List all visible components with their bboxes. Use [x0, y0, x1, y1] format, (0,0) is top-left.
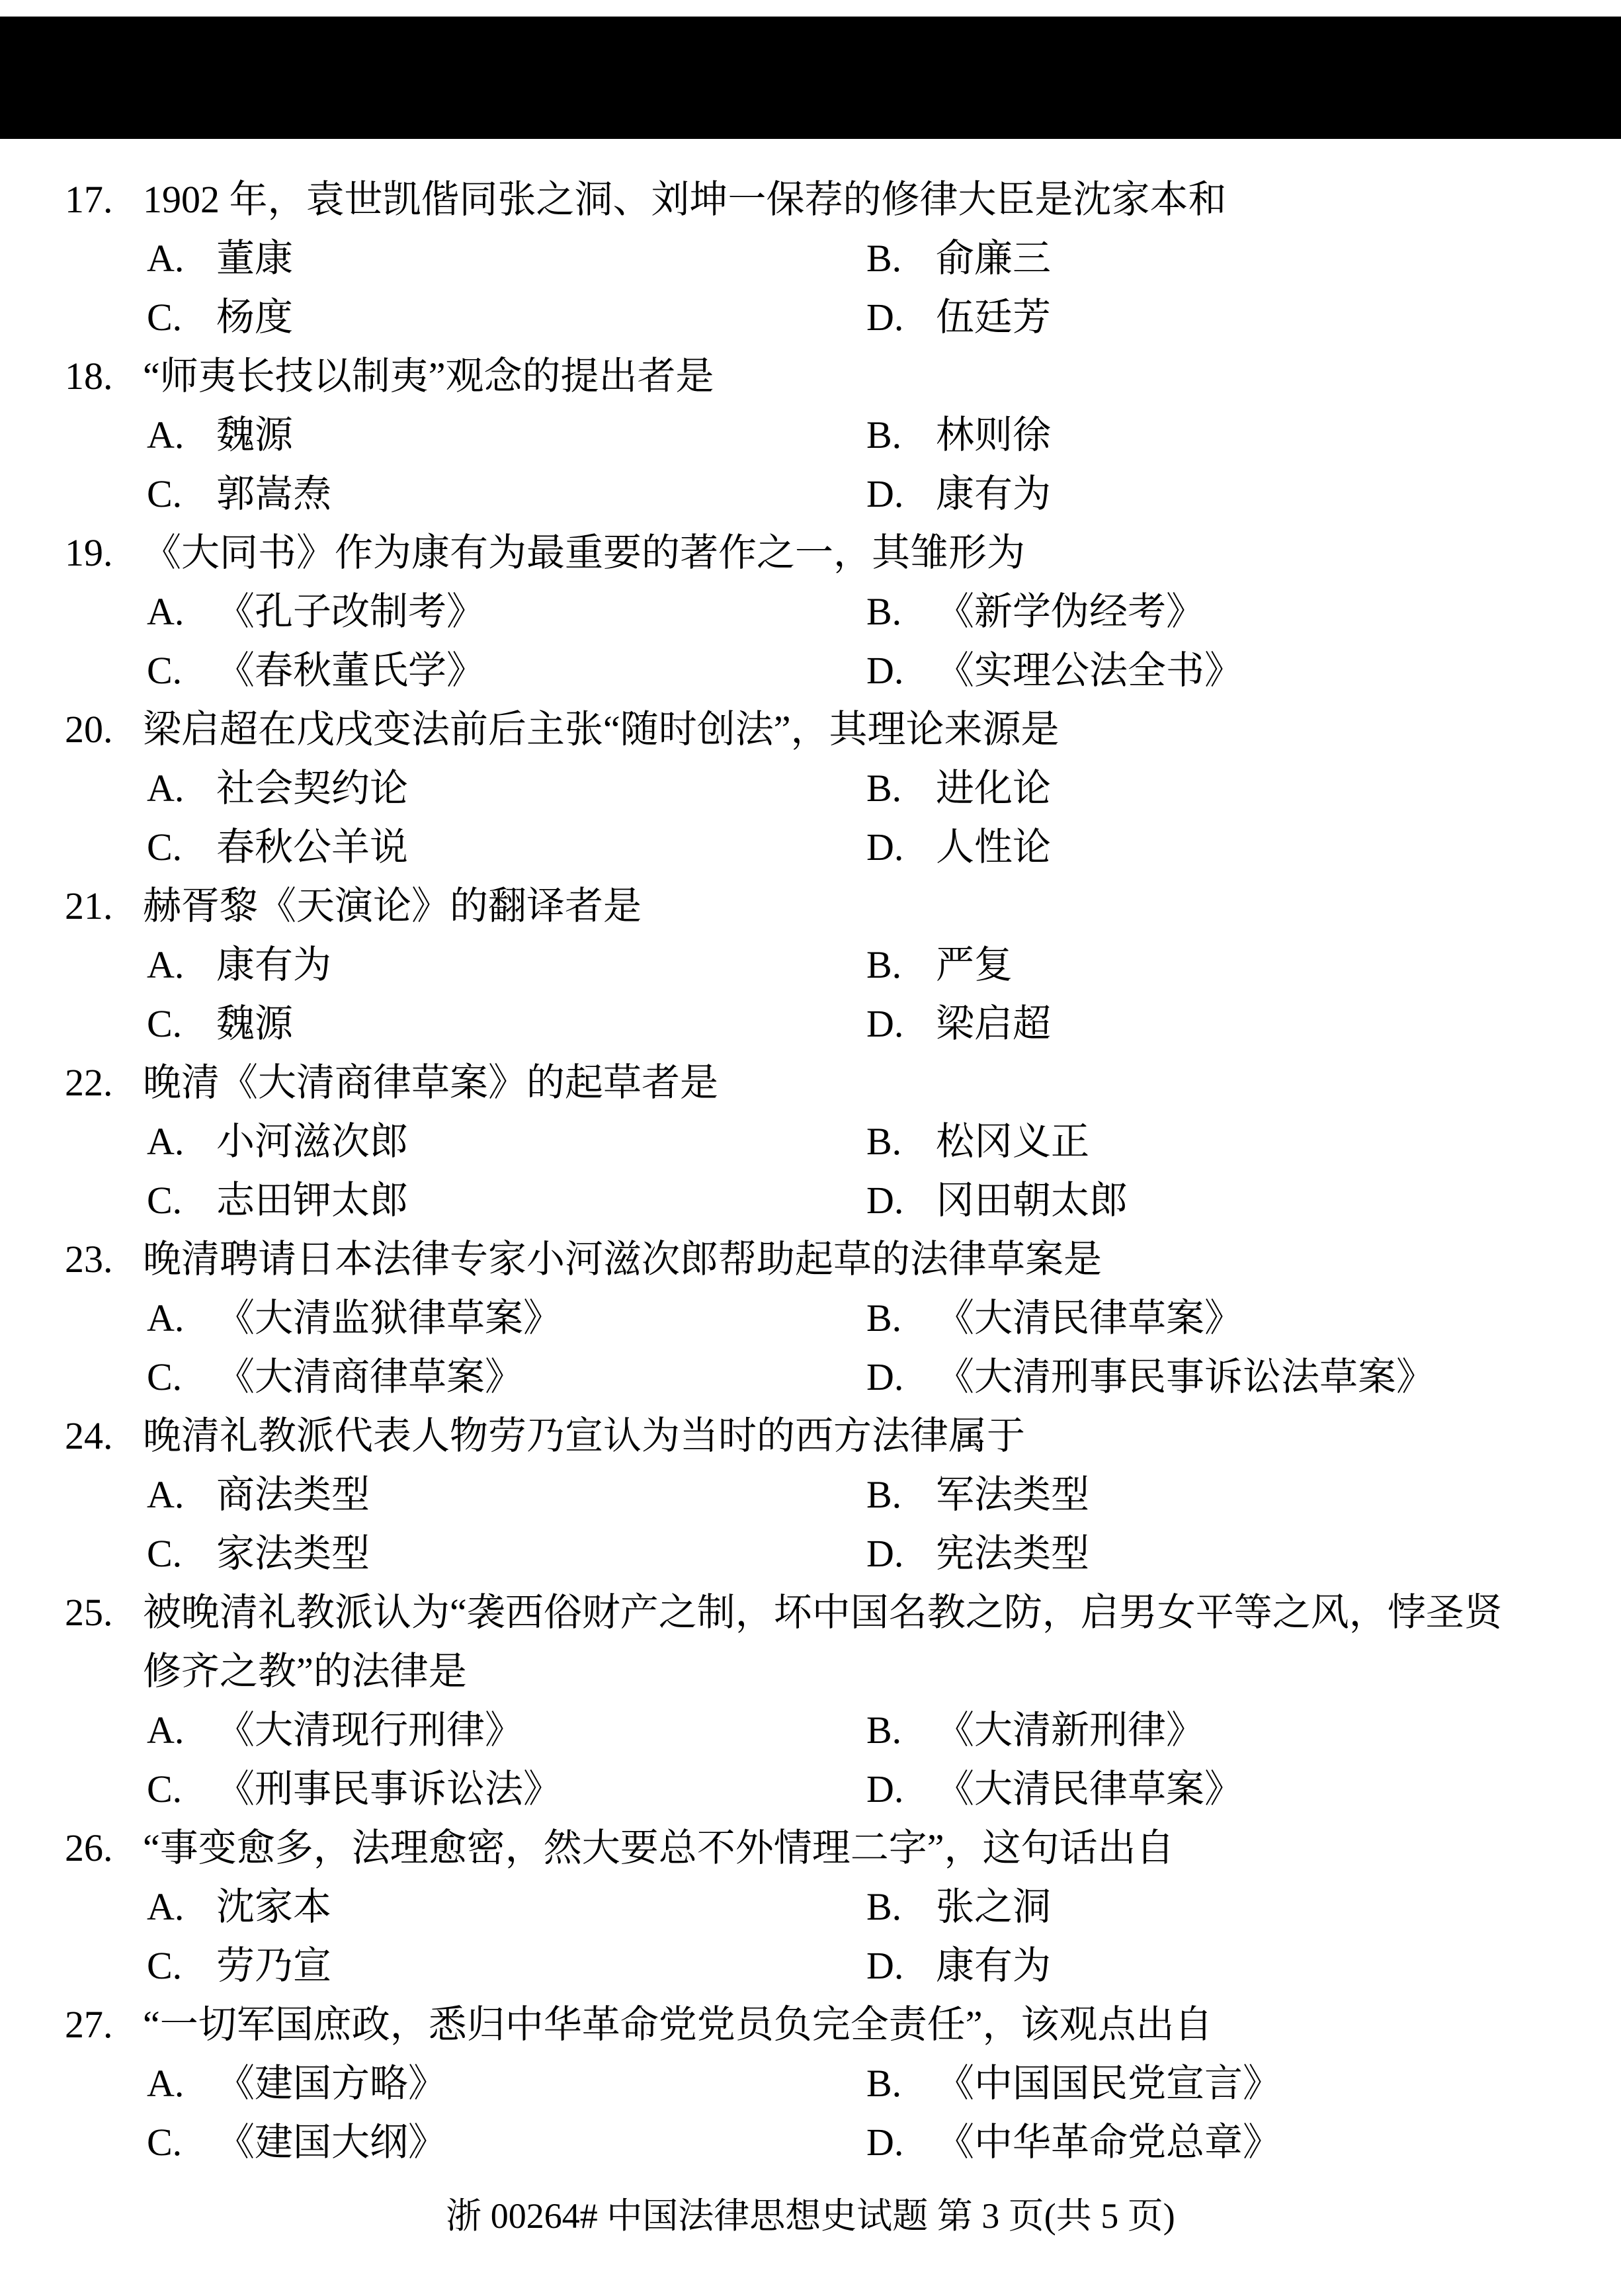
- question-stem-text: 1902 年，袁世凯偕同张之洞、刘坤一保荐的修律大臣是沈家本和: [143, 177, 1227, 221]
- option-c: [147, 648, 866, 692]
- question-24: [0, 1406, 1621, 1583]
- option-c: [147, 2120, 866, 2164]
- option-text: 杨度: [216, 295, 294, 339]
- option-b: [866, 413, 1052, 456]
- option-letter: B.: [866, 1296, 902, 1339]
- question-21: [0, 876, 1621, 1053]
- question-number: 27.: [65, 2002, 113, 2046]
- question-number: 18.: [65, 354, 113, 398]
- question-stem-line: [0, 1053, 1621, 1112]
- option-a: [147, 1885, 866, 1928]
- option-letter: D.: [866, 648, 904, 692]
- option-text: 社会契约论: [216, 766, 409, 810]
- option-text: 《大清监狱律草案》: [216, 1296, 562, 1339]
- options-row: [0, 935, 1621, 994]
- option-text: 《大清民律草案》: [936, 1296, 1243, 1339]
- options-row: [0, 2054, 1621, 2113]
- options-row: [0, 641, 1621, 700]
- question-stem-text: “一切军国庶政，悉归中华革命党党员负完全责任”，该观点出自: [143, 2002, 1213, 2046]
- option-letter: C.: [147, 1001, 183, 1045]
- option-text: 魏源: [216, 413, 294, 456]
- option-a: [147, 413, 866, 456]
- question-26: [0, 1818, 1621, 1995]
- option-letter: C.: [147, 648, 183, 692]
- option-text: 《大清新刑律》: [936, 1708, 1205, 1752]
- option-c: [147, 1943, 866, 1987]
- option-d: [866, 1767, 1243, 1810]
- question-stem-text: “事变愈多，法理愈密，然大要总不外情理二字”，这句话出自: [143, 1826, 1175, 1869]
- option-text: 商法类型: [216, 1472, 370, 1516]
- option-text: 冈田朝太郎: [936, 1178, 1128, 1222]
- option-text: 人性论: [936, 825, 1052, 869]
- question-22: [0, 1053, 1621, 1230]
- option-d: [866, 1001, 1052, 1045]
- option-letter: A.: [147, 413, 185, 456]
- exam-page-body: [0, 170, 1621, 2242]
- options-row: [0, 759, 1621, 818]
- question-18: [0, 347, 1621, 523]
- option-text: 林则徐: [936, 413, 1052, 456]
- option-letter: A.: [147, 1885, 185, 1928]
- questions-list: [0, 170, 1621, 2172]
- question-number: 25.: [65, 1590, 113, 1634]
- question-number: 19.: [65, 531, 113, 574]
- option-b: [866, 1708, 1205, 1752]
- options-row: [0, 1171, 1621, 1230]
- options-row: [0, 818, 1621, 876]
- option-letter: C.: [147, 1943, 183, 1987]
- option-text: 董康: [216, 236, 294, 280]
- option-text: 《建国方略》: [216, 2061, 447, 2105]
- option-c: [147, 1767, 866, 1810]
- option-text: 康有为: [216, 943, 332, 986]
- option-letter: D.: [866, 2120, 904, 2164]
- option-a: [147, 2061, 866, 2105]
- option-letter: B.: [866, 766, 902, 810]
- question-25: [0, 1583, 1621, 1818]
- option-letter: C.: [147, 1767, 183, 1810]
- option-letter: D.: [866, 1355, 904, 1398]
- options-row: [0, 1347, 1621, 1406]
- question-17: [0, 170, 1621, 347]
- option-text: 宪法类型: [936, 1531, 1090, 1575]
- options-row: [0, 229, 1621, 288]
- option-a: [147, 1708, 866, 1752]
- options-row: [0, 994, 1621, 1053]
- option-letter: D.: [866, 295, 904, 339]
- option-b: [866, 1472, 1090, 1516]
- option-letter: A.: [147, 589, 185, 633]
- option-letter: C.: [147, 1178, 183, 1222]
- options-row: [0, 1524, 1621, 1583]
- question-number: 20.: [65, 707, 113, 751]
- question-number: 26.: [65, 1826, 113, 1869]
- option-d: [866, 648, 1243, 692]
- option-text: 志田钾太郎: [216, 1178, 409, 1222]
- option-text: 《春秋董氏学》: [216, 648, 485, 692]
- question-stem-text: 梁启超在戊戌变法前后主张“随时创法”，其理论来源是: [143, 707, 1060, 751]
- option-letter: C.: [147, 825, 183, 869]
- option-text: 康有为: [936, 1943, 1052, 1987]
- question-stem-line: [0, 523, 1621, 582]
- option-d: [866, 825, 1052, 869]
- option-b: [866, 1119, 1090, 1163]
- option-text: 小河滋次郎: [216, 1119, 409, 1163]
- question-stem-line: [0, 1230, 1621, 1289]
- option-letter: B.: [866, 413, 902, 456]
- question-number: 21.: [65, 884, 113, 927]
- option-text: 军法类型: [936, 1472, 1090, 1516]
- option-letter: C.: [147, 295, 183, 339]
- options-row: [0, 1289, 1621, 1347]
- option-text: 沈家本: [216, 1885, 332, 1928]
- option-c: [147, 295, 866, 339]
- option-c: [147, 1355, 866, 1398]
- question-stem-wrap-line: [0, 1642, 1621, 1701]
- option-letter: A.: [147, 236, 185, 280]
- option-text: 俞廉三: [936, 236, 1052, 280]
- option-letter: A.: [147, 1708, 185, 1752]
- option-c: [147, 825, 866, 869]
- options-row: [0, 2113, 1621, 2172]
- option-letter: B.: [866, 1472, 902, 1516]
- option-text: 进化论: [936, 766, 1052, 810]
- option-b: [866, 943, 1013, 986]
- option-text: 劳乃宣: [216, 1943, 332, 1987]
- options-row: [0, 1936, 1621, 1995]
- option-a: [147, 589, 866, 633]
- option-letter: A.: [147, 1119, 185, 1163]
- question-stem-line: [0, 876, 1621, 935]
- option-b: [866, 236, 1052, 280]
- option-text: 梁启超: [936, 1001, 1052, 1045]
- question-stem-line: [0, 347, 1621, 405]
- option-d: [866, 1178, 1128, 1222]
- option-a: [147, 1296, 866, 1339]
- option-letter: A.: [147, 943, 185, 986]
- option-letter: B.: [866, 1885, 902, 1928]
- question-stem-line: [0, 170, 1621, 229]
- options-row: [0, 582, 1621, 641]
- option-letter: B.: [866, 589, 902, 633]
- option-d: [866, 1355, 1435, 1398]
- option-letter: B.: [866, 1119, 902, 1163]
- option-text: 松冈义正: [936, 1119, 1090, 1163]
- question-stem-text: 晚清礼教派代表人物劳乃宣认为当时的西方法律属于: [143, 1414, 1026, 1457]
- option-d: [866, 1943, 1052, 1987]
- question-number: 24.: [65, 1414, 113, 1457]
- option-letter: C.: [147, 2120, 183, 2164]
- option-text: 《中国国民党宣言》: [936, 2061, 1282, 2105]
- options-row: [0, 464, 1621, 523]
- option-text: 《大清现行刑律》: [216, 1708, 524, 1752]
- option-b: [866, 2061, 1282, 2105]
- option-text: 《新学伪经考》: [936, 589, 1205, 633]
- options-row: [0, 1760, 1621, 1818]
- option-letter: D.: [866, 1943, 904, 1987]
- option-c: [147, 1001, 866, 1045]
- question-stem-line: [0, 1406, 1621, 1465]
- question-23: [0, 1230, 1621, 1406]
- options-row: [0, 288, 1621, 347]
- option-text: 张之洞: [936, 1885, 1052, 1928]
- option-letter: B.: [866, 2061, 902, 2105]
- option-letter: D.: [866, 1001, 904, 1045]
- option-c: [147, 472, 866, 515]
- option-a: [147, 766, 866, 810]
- question-stem-text: 晚清《大清商律草案》的起草者是: [143, 1060, 719, 1104]
- option-b: [866, 1885, 1052, 1928]
- option-letter: D.: [866, 1767, 904, 1810]
- option-b: [866, 589, 1205, 633]
- option-b: [866, 766, 1052, 810]
- question-stem-line: [0, 1818, 1621, 1877]
- question-number: 23.: [65, 1237, 113, 1281]
- option-letter: B.: [866, 943, 902, 986]
- options-row: [0, 405, 1621, 464]
- option-letter: A.: [147, 1472, 185, 1516]
- option-c: [147, 1531, 866, 1575]
- option-text: 康有为: [936, 472, 1052, 515]
- option-letter: D.: [866, 1178, 904, 1222]
- option-text: 家法类型: [216, 1531, 370, 1575]
- option-letter: C.: [147, 472, 183, 515]
- option-text: 《中华革命党总章》: [936, 2120, 1282, 2164]
- option-text: 郭嵩焘: [216, 472, 332, 515]
- option-letter: C.: [147, 1531, 183, 1575]
- question-stem-text: 赫胥黎《天演论》的翻译者是: [143, 884, 642, 927]
- option-letter: D.: [866, 472, 904, 515]
- question-stem-text: 《大同书》作为康有为最重要的著作之一，其雏形为: [143, 531, 1026, 574]
- option-text: 《大清刑事民事诉讼法草案》: [936, 1355, 1435, 1398]
- option-d: [866, 1531, 1090, 1575]
- option-d: [866, 472, 1052, 515]
- option-text: 《大清商律草案》: [216, 1355, 524, 1398]
- option-letter: D.: [866, 1531, 904, 1575]
- options-row: [0, 1701, 1621, 1760]
- question-number: 22.: [65, 1060, 113, 1104]
- option-letter: A.: [147, 2061, 185, 2105]
- option-letter: D.: [866, 825, 904, 869]
- options-row: [0, 1465, 1621, 1524]
- question-stem-line: [0, 1583, 1621, 1642]
- page-footer-text: 浙 00264# 中国法律思想史试题 第 3 页(共 5 页): [446, 2196, 1175, 2236]
- question-stem-line: [0, 700, 1621, 759]
- options-row: [0, 1112, 1621, 1171]
- option-letter: A.: [147, 1296, 185, 1339]
- page-footer: [0, 2184, 1621, 2242]
- options-row: [0, 1877, 1621, 1936]
- option-d: [866, 295, 1052, 339]
- top-black-redaction-bar: [0, 17, 1621, 139]
- option-a: [147, 1119, 866, 1163]
- option-letter: B.: [866, 1708, 902, 1752]
- option-letter: A.: [147, 766, 185, 810]
- option-c: [147, 1178, 866, 1222]
- option-text: 《孔子改制考》: [216, 589, 485, 633]
- question-27: [0, 1995, 1621, 2172]
- question-20: [0, 700, 1621, 876]
- question-stem-text-continued: 修齐之教”的法律是: [143, 1649, 467, 1693]
- question-stem-text: 被晚清礼教派认为“袭西俗财产之制，坏中国名教之防，启男女平等之风，悖圣贤: [143, 1590, 1503, 1634]
- option-text: 伍廷芳: [936, 295, 1052, 339]
- option-b: [866, 1296, 1243, 1339]
- question-stem-line: [0, 1995, 1621, 2054]
- option-text: 严复: [936, 943, 1013, 986]
- option-text: 魏源: [216, 1001, 294, 1045]
- option-text: 《大清民律草案》: [936, 1767, 1243, 1810]
- option-letter: C.: [147, 1355, 183, 1398]
- option-text: 《实理公法全书》: [936, 648, 1243, 692]
- option-text: 《刑事民事诉讼法》: [216, 1767, 562, 1810]
- option-letter: B.: [866, 236, 902, 280]
- option-a: [147, 236, 866, 280]
- option-text: 《建国大纲》: [216, 2120, 447, 2164]
- question-19: [0, 523, 1621, 700]
- option-a: [147, 943, 866, 986]
- option-d: [866, 2120, 1282, 2164]
- question-stem-text: 晚清聘请日本法律专家小河滋次郎帮助起草的法律草案是: [143, 1237, 1102, 1281]
- question-stem-text: “师夷长技以制夷”观念的提出者是: [143, 354, 714, 398]
- option-a: [147, 1472, 866, 1516]
- option-text: 春秋公羊说: [216, 825, 409, 869]
- question-number: 17.: [65, 177, 113, 221]
